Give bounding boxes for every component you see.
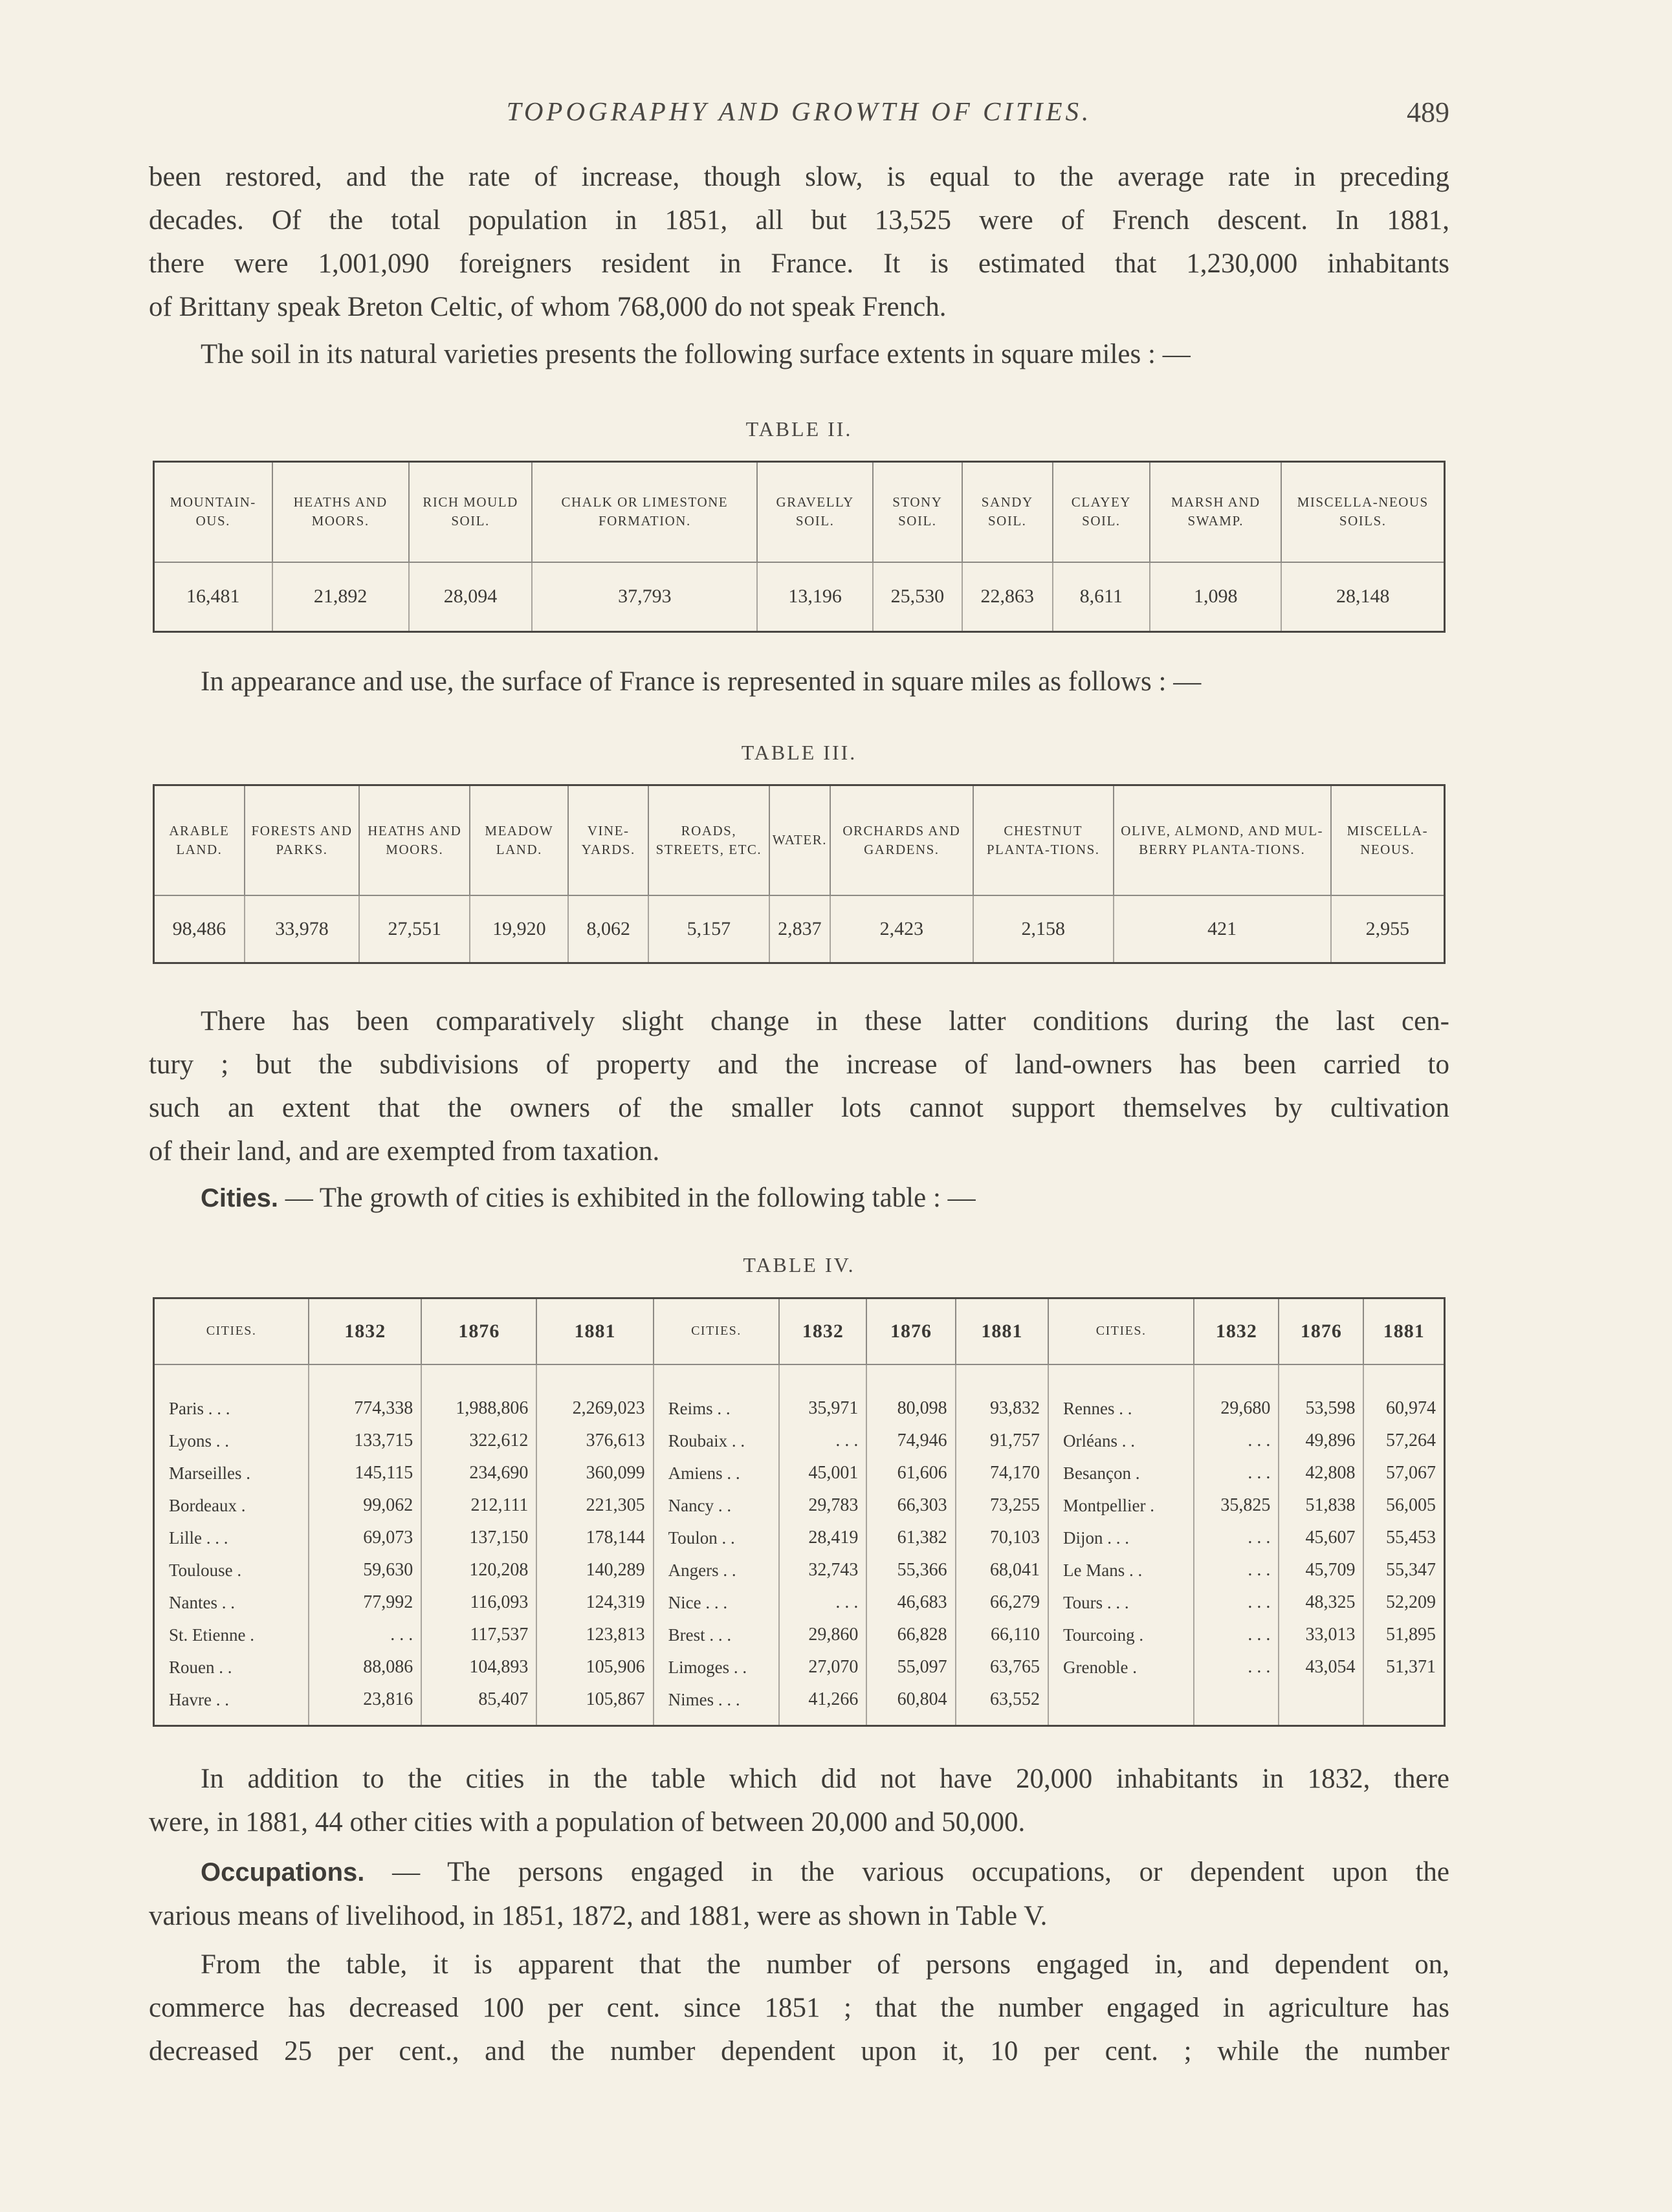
table-cell: 8,611 xyxy=(1053,562,1150,632)
table-cell: 137,150 xyxy=(421,1522,536,1554)
table-cell: 73,255 xyxy=(956,1489,1048,1522)
column-header: 1881 xyxy=(1363,1298,1444,1364)
paragraph-occupations xyxy=(149,1850,1449,1938)
table-cell: 57,264 xyxy=(1386,1430,1436,1451)
column-header: 1832 xyxy=(779,1298,866,1364)
table-ii-caption: TABLE II. xyxy=(745,417,853,441)
table-cell: 69,073 xyxy=(309,1522,421,1554)
city-name-cell: Lyons . . xyxy=(154,1425,309,1457)
cities-text: — The growth of cities is exhibited in the following table : — xyxy=(278,1183,976,1213)
column-header: CHESTNUT PLANTA-TIONS. xyxy=(973,785,1114,895)
text-line: of their land, and are exempted from taxation. xyxy=(149,1136,660,1166)
table-row xyxy=(154,562,1445,632)
city-name-cell: Montpellier . xyxy=(1048,1489,1194,1522)
table-cell: 23,816 xyxy=(309,1683,421,1716)
city-name-cell: Bordeaux . xyxy=(154,1489,309,1522)
table-ii-soil xyxy=(153,461,1446,633)
table-cell: 32,743 xyxy=(779,1554,866,1586)
table-cell: 59,630 xyxy=(309,1554,421,1586)
table-cell xyxy=(1194,1683,1279,1716)
city-name-cell: Tours . . . xyxy=(1048,1586,1194,1619)
column-header: MOUNTAIN-OUS. xyxy=(154,462,272,562)
table-cell: 74,946 xyxy=(866,1425,955,1457)
table-cell: 123,813 xyxy=(536,1619,653,1651)
table-cell: 33,013 xyxy=(1279,1619,1363,1651)
table-cell: 68,041 xyxy=(956,1554,1048,1586)
city-name-cell: Nancy . . xyxy=(654,1489,780,1522)
column-header: 1881 xyxy=(956,1298,1048,1364)
text-line: The soil in its natural varieties presents the following surface extents in square miles : — xyxy=(201,339,1191,369)
table-spacer-row xyxy=(154,1364,1445,1392)
column-header: MEADOW LAND. xyxy=(470,785,568,895)
city-name-cell: St. Etienne . xyxy=(154,1619,309,1651)
table-row xyxy=(154,1554,1445,1586)
table-cell: 37,793 xyxy=(532,562,757,632)
text-line: In addition to the cities in the table which did not have 20,000 inhabitants in 1832, there xyxy=(201,1764,1449,1794)
table-cell: 63,552 xyxy=(956,1683,1048,1716)
text-line: In appearance and use, the surface of France is represented in square miles as follows : — xyxy=(201,666,1202,697)
text-line: various means of livelihood, in 1851, 1872, and 1881, were as shown in Table V. xyxy=(149,1901,1048,1931)
table-cell: 51,838 xyxy=(1279,1489,1363,1522)
table-cell: 22,863 xyxy=(962,562,1053,632)
table-cell: . . . xyxy=(1194,1586,1279,1619)
table-cell: 29,680 xyxy=(1194,1392,1279,1425)
city-name-cell: Rouen . . xyxy=(154,1651,309,1683)
column-header: CITIES. xyxy=(654,1298,780,1364)
table-row xyxy=(154,1522,1445,1554)
table-cell: 145,115 xyxy=(309,1457,421,1489)
table-row xyxy=(154,1489,1445,1522)
occupations-runin-heading: Occupations. xyxy=(201,1858,365,1887)
table-cell: 105,867 xyxy=(536,1683,653,1716)
table-cell: 376,613 xyxy=(536,1425,653,1457)
table-cell: . . . xyxy=(1194,1522,1279,1554)
table-cell: 5,157 xyxy=(648,895,769,963)
table-cell: 93,832 xyxy=(956,1392,1048,1425)
paragraph-cities xyxy=(149,1176,1449,1220)
table-cell: 774,338 xyxy=(309,1392,421,1425)
table-cell: 46,683 xyxy=(866,1586,955,1619)
table-cell: 42,808 xyxy=(1279,1457,1363,1489)
table-cell: . . . xyxy=(1194,1554,1279,1586)
table-cell: 234,690 xyxy=(421,1457,536,1489)
city-name-cell: Roubaix . . xyxy=(654,1425,780,1457)
table-cell: 51,895 xyxy=(1386,1624,1436,1645)
table-cell: 66,828 xyxy=(866,1619,955,1651)
table-cell: 43,054 xyxy=(1279,1651,1363,1683)
table-row xyxy=(154,1619,1445,1651)
table-cell: 66,303 xyxy=(866,1489,955,1522)
table-cell: 66,110 xyxy=(956,1619,1048,1651)
paragraph-subdivisions xyxy=(149,1000,1449,1173)
column-header: 1832 xyxy=(1194,1298,1279,1364)
table-cell: 2,955 xyxy=(1365,917,1410,939)
table-row xyxy=(154,1392,1445,1425)
table-bottom-spacer xyxy=(154,1716,1445,1726)
table-header-row xyxy=(154,462,1445,562)
running-head xyxy=(149,96,1449,135)
table-cell: 1,988,806 xyxy=(421,1392,536,1425)
text-line: of Brittany speak Breton Celtic, of whom 768,000 do not speak French. xyxy=(149,292,947,322)
city-name-cell: Grenoble . xyxy=(1048,1651,1194,1683)
table-cell: 70,103 xyxy=(956,1522,1048,1554)
table-cell: 221,305 xyxy=(536,1489,653,1522)
city-name-cell: Tourcoing . xyxy=(1048,1619,1194,1651)
table-cell: 105,906 xyxy=(536,1651,653,1683)
table-cell: 140,289 xyxy=(536,1554,653,1586)
city-name-cell: Le Mans . . xyxy=(1048,1554,1194,1586)
table-cell: 55,366 xyxy=(866,1554,955,1586)
table-cell: 8,062 xyxy=(568,895,648,963)
table-cell: 117,537 xyxy=(421,1619,536,1651)
table-cell: 212,111 xyxy=(421,1489,536,1522)
table-cell: 322,612 xyxy=(421,1425,536,1457)
table-cell: 2,423 xyxy=(830,895,973,963)
table-cell: 104,893 xyxy=(421,1651,536,1683)
text-line: decades. Of the total population in 1851, all but 13,525 were of French descent. In 1881, xyxy=(149,205,1449,235)
table-cell: 53,598 xyxy=(1279,1392,1363,1425)
table-cell: 56,005 xyxy=(1386,1495,1436,1515)
table-cell: 1,098 xyxy=(1150,562,1281,632)
table-cell: 80,098 xyxy=(866,1392,955,1425)
table-cell: 52,209 xyxy=(1386,1592,1436,1612)
table-cell: . . . xyxy=(779,1425,866,1457)
column-header: GRAVELLY SOIL. xyxy=(757,462,872,562)
column-header: STONY SOIL. xyxy=(873,462,962,562)
paragraph-soil-intro xyxy=(149,333,1449,376)
paragraph-surface-intro xyxy=(149,660,1449,703)
paragraph-population xyxy=(149,155,1449,329)
table-cell: 33,978 xyxy=(245,895,360,963)
column-header: MARSH AND SWAMP. xyxy=(1150,462,1281,562)
column-header: HEATHS AND MOORS. xyxy=(272,462,409,562)
column-header: MISCELLA-NEOUS SOILS. xyxy=(1281,462,1444,562)
table-cell: 178,144 xyxy=(536,1522,653,1554)
table-cell: 45,001 xyxy=(779,1457,866,1489)
text-line: such an extent that the owners of the smaller lots cannot support themselves by cultivation xyxy=(149,1093,1449,1123)
city-name-cell: Besançon . xyxy=(1048,1457,1194,1489)
table-cell: 45,607 xyxy=(1279,1522,1363,1554)
city-name-cell: Nice . . . xyxy=(654,1586,780,1619)
table-header-row xyxy=(154,1298,1445,1364)
city-name-cell: Reims . . xyxy=(654,1392,780,1425)
table-cell: 124,319 xyxy=(536,1586,653,1619)
table-cell: . . . xyxy=(1194,1651,1279,1683)
column-header: MISCELLA-NEOUS. xyxy=(1331,785,1445,895)
paragraph-other-cities xyxy=(149,1757,1449,1844)
table-cell: 13,196 xyxy=(757,562,872,632)
table-row xyxy=(154,1457,1445,1489)
text-line: decreased 25 per cent., and the number dependent upon it, 10 per cent. ; while the number xyxy=(149,2036,1449,2066)
column-header: HEATHS AND MOORS. xyxy=(359,785,470,895)
page-number: 489 xyxy=(1407,96,1449,128)
column-header: 1832 xyxy=(309,1298,421,1364)
table-cell: 98,486 xyxy=(154,895,245,963)
table-cell: 27,070 xyxy=(779,1651,866,1683)
column-header: WATER. xyxy=(769,785,830,895)
table-cell xyxy=(1279,1683,1363,1716)
table-cell: 55,453 xyxy=(1386,1527,1436,1548)
text-line xyxy=(149,1850,1449,1894)
text-line: There has been comparatively slight change in these latter conditions during the last cen- xyxy=(201,1006,1449,1036)
table-cell: 35,825 xyxy=(1194,1489,1279,1522)
column-header: CLAYEY SOIL. xyxy=(1053,462,1150,562)
table-cell: 48,325 xyxy=(1279,1586,1363,1619)
table-cell: 49,896 xyxy=(1279,1425,1363,1457)
column-header: 1881 xyxy=(536,1298,653,1364)
column-header: ARABLE LAND. xyxy=(154,785,245,895)
column-header: FORESTS AND PARKS. xyxy=(245,785,360,895)
paragraph-table-observations xyxy=(149,1943,1449,2073)
table-cell: 28,419 xyxy=(779,1522,866,1554)
table-cell: 85,407 xyxy=(421,1683,536,1716)
table-cell: 61,606 xyxy=(866,1457,955,1489)
column-header: ROADS, STREETS, ETC. xyxy=(648,785,769,895)
table-cell: 99,062 xyxy=(309,1489,421,1522)
column-header: OLIVE, ALMOND, AND MUL-BERRY PLANTA-TIONS. xyxy=(1114,785,1331,895)
table-cell: 55,347 xyxy=(1386,1559,1436,1580)
column-header: CITIES. xyxy=(154,1298,309,1364)
city-name-cell: Marseilles . xyxy=(154,1457,309,1489)
table-row xyxy=(154,1586,1445,1619)
city-name-cell: Brest . . . xyxy=(654,1619,780,1651)
city-name-cell: Orléans . . xyxy=(1048,1425,1194,1457)
cities-runin-heading: Cities. xyxy=(201,1184,279,1212)
table-cell: 27,551 xyxy=(359,895,470,963)
table-row xyxy=(154,1683,1445,1716)
table-cell: . . . xyxy=(1194,1619,1279,1651)
column-header: ORCHARDS AND GARDENS. xyxy=(830,785,973,895)
city-name-cell: Nimes . . . xyxy=(654,1683,780,1716)
text-line: there were 1,001,090 foreigners resident in France. It is estimated that 1,230,000 inhabitants xyxy=(149,248,1449,279)
table-cell: . . . xyxy=(1194,1457,1279,1489)
table-cell: 66,279 xyxy=(956,1586,1048,1619)
table-cell: . . . xyxy=(779,1586,866,1619)
text-line: From the table, it is apparent that the number of persons engaged in, and dependent on, xyxy=(201,1949,1449,1980)
city-name-cell: Limoges . . xyxy=(654,1651,780,1683)
table-iii-surface-use xyxy=(153,784,1446,964)
column-header: 1876 xyxy=(866,1298,955,1364)
column-header: CITIES. xyxy=(1048,1298,1194,1364)
table-cell: 63,765 xyxy=(956,1651,1048,1683)
table-cell: 2,837 xyxy=(769,895,830,963)
city-name-cell: Toulouse . xyxy=(154,1554,309,1586)
table-cell: 60,974 xyxy=(1386,1397,1436,1418)
table-cell: 21,892 xyxy=(272,562,409,632)
table-cell: 2,269,023 xyxy=(536,1392,653,1425)
city-name-cell: Angers . . xyxy=(654,1554,780,1586)
table-header-row xyxy=(154,785,1445,895)
table-row xyxy=(154,1425,1445,1457)
column-header: CHALK OR LIMESTONE FORMATION. xyxy=(532,462,757,562)
table-cell: 16,481 xyxy=(154,562,272,632)
table-cell: 29,783 xyxy=(779,1489,866,1522)
table-cell: 133,715 xyxy=(309,1425,421,1457)
table-cell: . . . xyxy=(1194,1425,1279,1457)
column-header: 1876 xyxy=(421,1298,536,1364)
table-cell: 55,097 xyxy=(866,1651,955,1683)
city-name-cell: Havre . . xyxy=(154,1683,309,1716)
table-cell: 57,067 xyxy=(1386,1462,1436,1483)
table-cell: 19,920 xyxy=(470,895,568,963)
city-name-cell: Paris . . . xyxy=(154,1392,309,1425)
running-title: TOPOGRAPHY AND GROWTH OF CITIES. xyxy=(506,96,1092,126)
table-row xyxy=(154,1651,1445,1683)
table-cell: 35,971 xyxy=(779,1392,866,1425)
table-cell xyxy=(1363,1683,1444,1716)
column-header: 1876 xyxy=(1279,1298,1363,1364)
table-cell: 25,530 xyxy=(873,562,962,632)
table-cell: 41,266 xyxy=(779,1683,866,1716)
table-iv-cities xyxy=(153,1297,1446,1727)
city-name-cell: Lille . . . xyxy=(154,1522,309,1554)
table-cell: 77,992 xyxy=(309,1586,421,1619)
city-name-cell: Toulon . . xyxy=(654,1522,780,1554)
table-cell: . . . xyxy=(309,1619,421,1651)
city-name-cell: Amiens . . xyxy=(654,1457,780,1489)
column-header: RICH MOULD SOIL. xyxy=(409,462,532,562)
table-cell: 2,158 xyxy=(973,895,1114,963)
table-cell: 91,757 xyxy=(956,1425,1048,1457)
table-cell: 116,093 xyxy=(421,1586,536,1619)
table-cell: 28,148 xyxy=(1336,586,1390,608)
table-cell: 421 xyxy=(1114,895,1331,963)
text-line: were, in 1881, 44 other cities with a population of between 20,000 and 50,000. xyxy=(149,1807,1026,1837)
table-cell: 61,382 xyxy=(866,1522,955,1554)
table-iv-caption: TABLE IV. xyxy=(743,1253,855,1276)
city-name-cell: Nantes . . xyxy=(154,1586,309,1619)
text-line xyxy=(149,1176,1449,1220)
table-cell: 88,086 xyxy=(309,1651,421,1683)
text-line: tury ; but the subdivisions of property and the increase of land-owners has been carried to xyxy=(149,1049,1449,1080)
table-iii-caption: TABLE III. xyxy=(741,741,857,764)
city-name-cell: Rennes . . xyxy=(1048,1392,1194,1425)
city-name-cell: Dijon . . . xyxy=(1048,1522,1194,1554)
text-line: commerce has decreased 100 per cent. since 1851 ; that the number engaged in agriculture has xyxy=(149,1993,1449,2023)
table-row xyxy=(154,895,1445,963)
text-line: been restored, and the rate of increase, though slow, is equal to the average rate in preceding xyxy=(149,162,1449,192)
table-cell: 28,094 xyxy=(409,562,532,632)
table-cell: 74,170 xyxy=(956,1457,1048,1489)
occupations-text: — The persons engaged in the various occupations, or dependent upon the xyxy=(364,1857,1449,1887)
table-cell: 51,371 xyxy=(1386,1656,1436,1677)
column-header: SANDY SOIL. xyxy=(962,462,1053,562)
table-cell: 120,208 xyxy=(421,1554,536,1586)
city-name-cell xyxy=(1048,1683,1194,1716)
table-cell: 45,709 xyxy=(1279,1554,1363,1586)
table-cell: 60,804 xyxy=(866,1683,955,1716)
column-header: VINE-YARDS. xyxy=(568,785,648,895)
table-cell: 360,099 xyxy=(536,1457,653,1489)
table-cell: 29,860 xyxy=(779,1619,866,1651)
